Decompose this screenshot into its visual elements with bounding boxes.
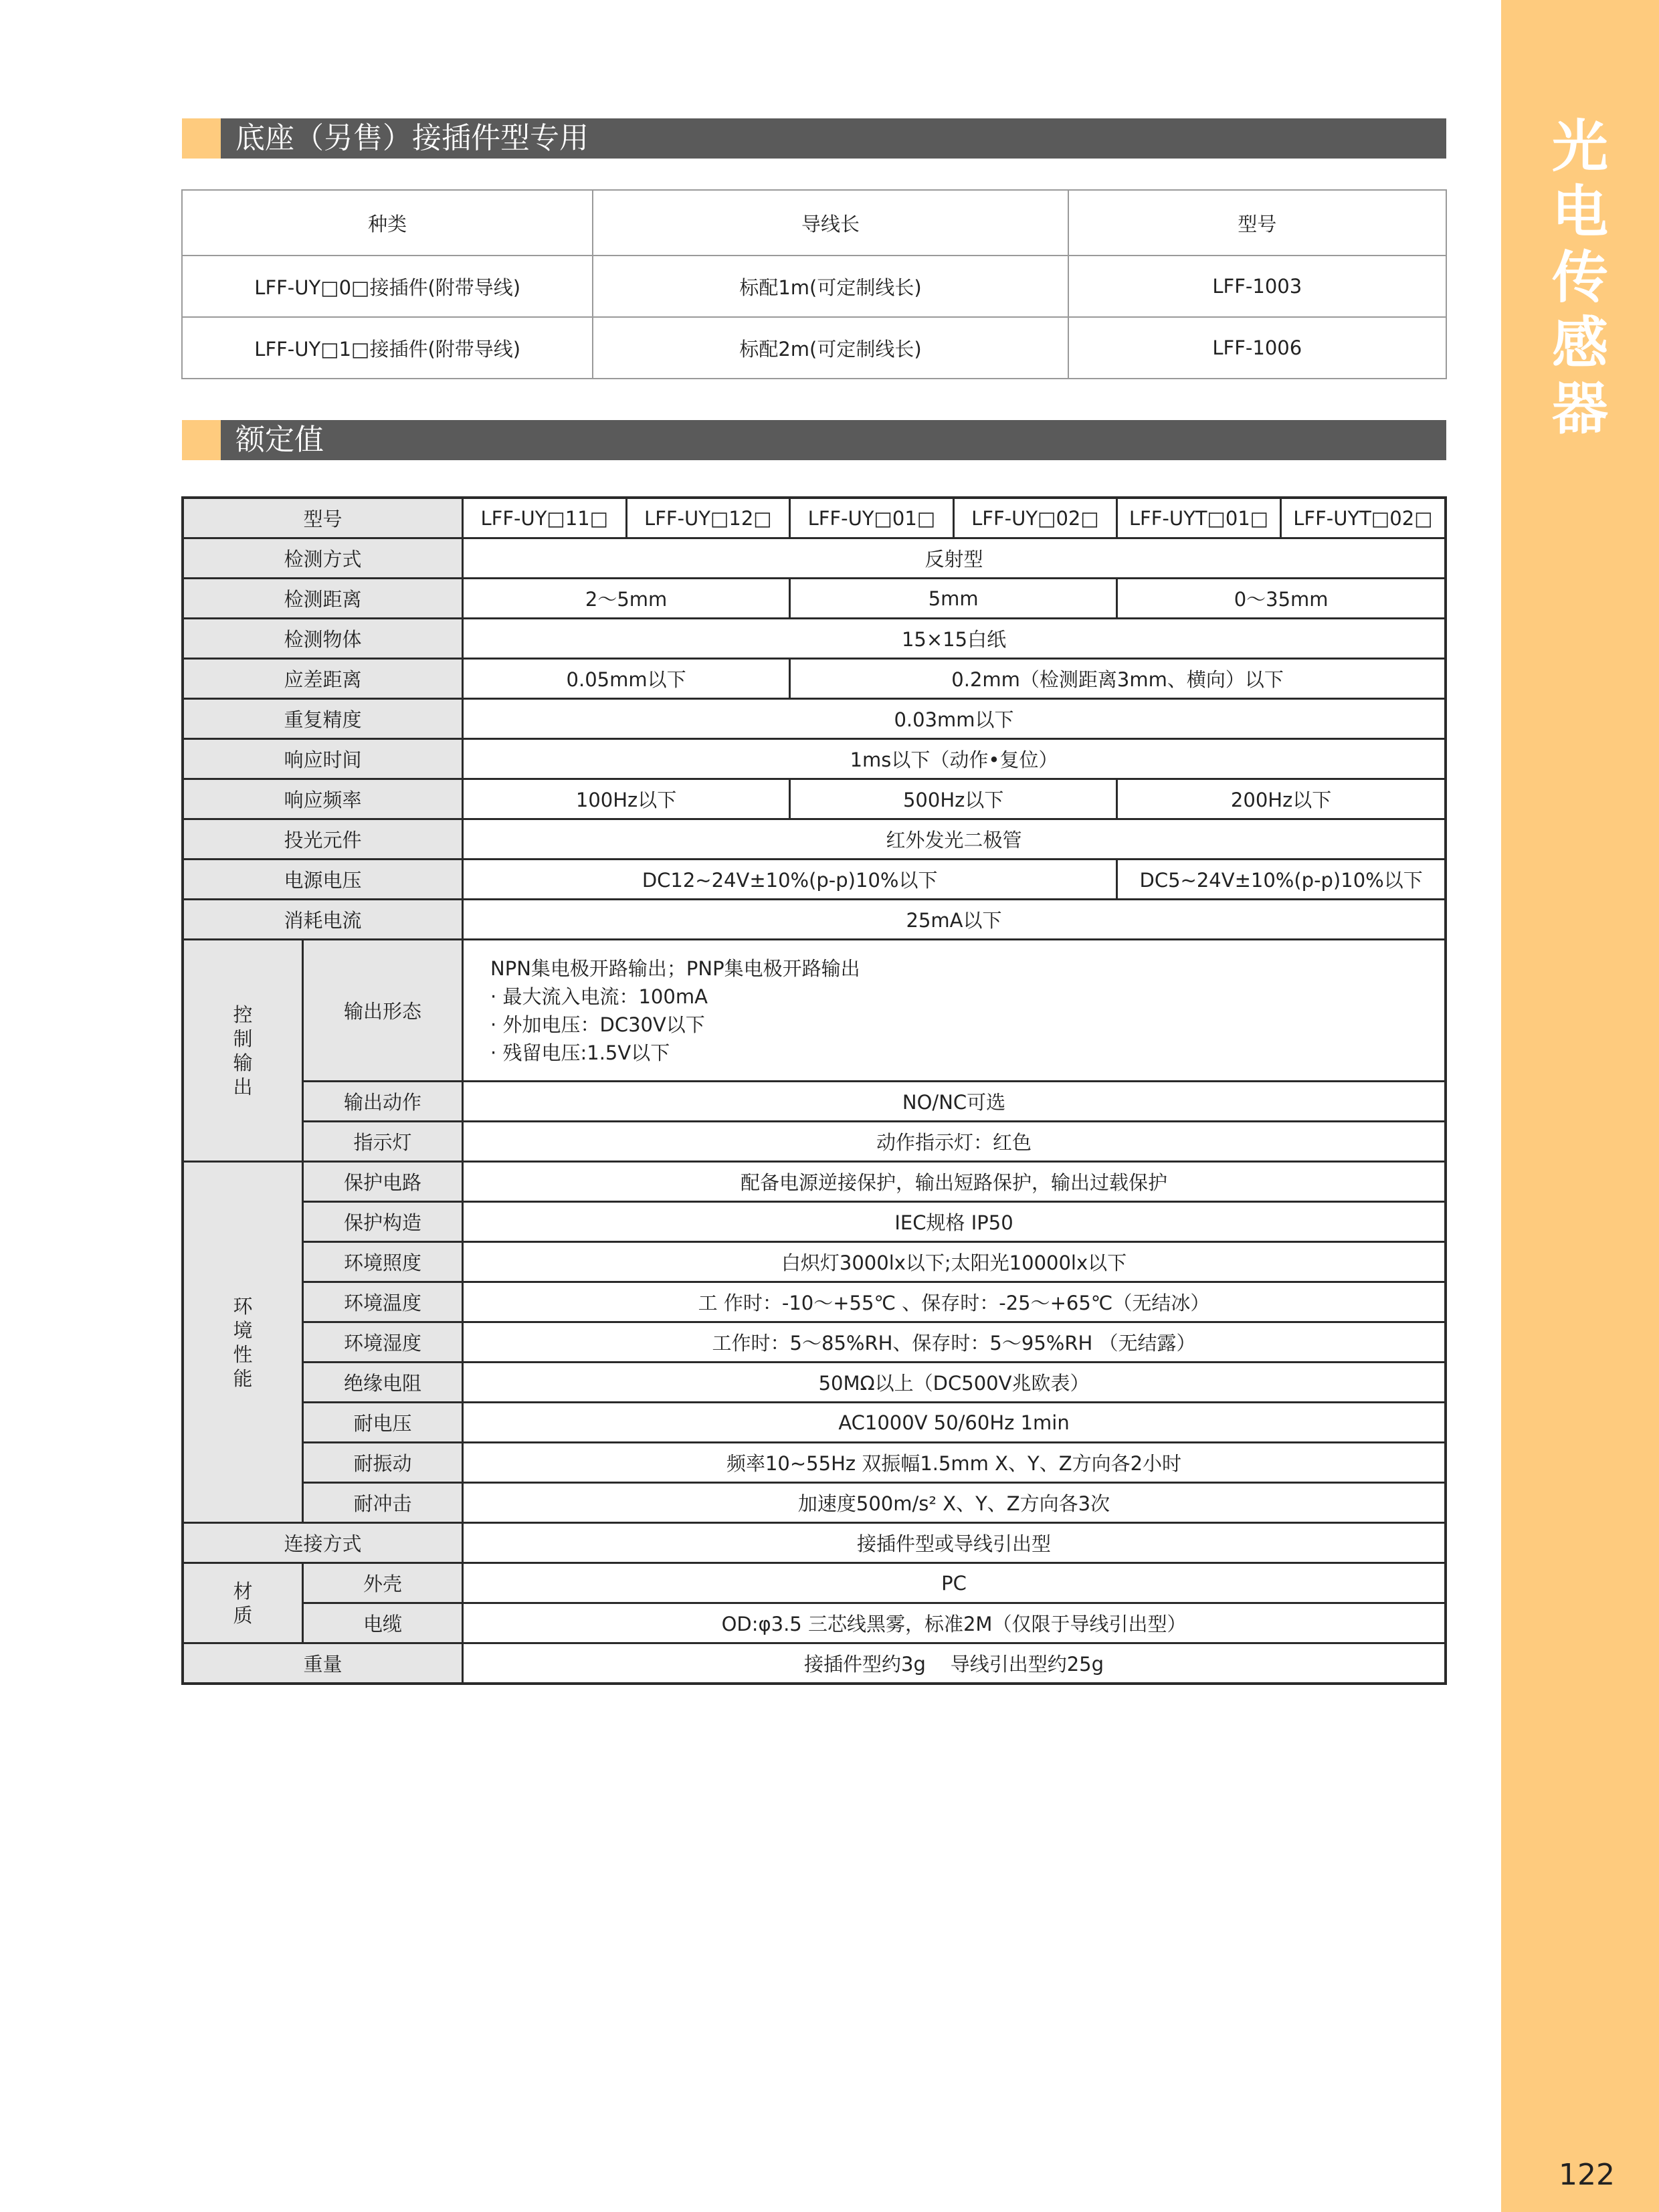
value-cell: 配备电源逆接保护，输出短路保护，输出过载保护 bbox=[463, 1162, 1446, 1202]
table-row bbox=[183, 1603, 1446, 1643]
table-row bbox=[183, 1162, 1446, 1202]
value-cell: 动作指示灯：红色 bbox=[463, 1122, 1446, 1162]
table-cell: LFF-UY□1□接插件(附带导线) bbox=[182, 317, 593, 379]
row-label: 检测物体 bbox=[183, 619, 463, 659]
value-cell: 50MΩ以上（DC500V兆欧表） bbox=[463, 1363, 1446, 1403]
table-row bbox=[183, 1403, 1446, 1443]
base-table bbox=[181, 189, 1447, 379]
table-cell: LFF-1006 bbox=[1068, 317, 1446, 379]
model-cell: LFF-UY□02□ bbox=[953, 498, 1117, 538]
output-form-value: NPN集电极开路输出；PNP集电极开路输出 · 最大流入电流：100mA · 外加电压：DC30V以下 · 残留电压:1.5V以下 bbox=[463, 940, 1446, 1082]
value-cell: IEC规格 IP50 bbox=[463, 1202, 1446, 1242]
value-cell: 500Hz以下 bbox=[790, 779, 1117, 819]
row-label: 检测距离 bbox=[183, 579, 463, 619]
row-label: 输出动作 bbox=[302, 1082, 462, 1122]
table-row bbox=[183, 1443, 1446, 1483]
section-title: 额定值 bbox=[221, 420, 1446, 460]
header-cell: 导线长 bbox=[593, 190, 1068, 256]
table-row bbox=[183, 1563, 1446, 1603]
row-label: 型号 bbox=[183, 498, 463, 538]
model-cell: LFF-UY□12□ bbox=[626, 498, 790, 538]
table-row bbox=[183, 498, 1446, 538]
value-cell: 工 作时：-10～+55℃ 、保存时：-25～+65℃（无结冰） bbox=[463, 1282, 1446, 1322]
header-cell: 种类 bbox=[182, 190, 593, 256]
value-cell: 接插件型或导线引出型 bbox=[463, 1523, 1446, 1563]
table-row bbox=[183, 538, 1446, 579]
value-cell: 0.03mm以下 bbox=[463, 699, 1446, 739]
row-label: 检测方式 bbox=[183, 538, 463, 579]
group-label-material: 材 质 bbox=[183, 1563, 302, 1643]
section-header-base bbox=[182, 118, 1446, 159]
table-row bbox=[183, 619, 1446, 659]
table-row bbox=[183, 819, 1446, 860]
table-row bbox=[183, 1282, 1446, 1322]
table-row bbox=[183, 659, 1446, 699]
table-cell: LFF-1003 bbox=[1068, 256, 1446, 317]
row-label: 环境湿度 bbox=[302, 1322, 462, 1363]
section-title: 底座（另售）接插件型专用 bbox=[221, 118, 1446, 159]
row-label: 电源电压 bbox=[183, 860, 463, 900]
table-row bbox=[183, 1202, 1446, 1242]
section-header-ratings bbox=[182, 420, 1446, 460]
row-label: 耐振动 bbox=[302, 1443, 462, 1483]
table-row bbox=[183, 900, 1446, 940]
table-row bbox=[183, 1322, 1446, 1363]
table-row bbox=[183, 1242, 1446, 1282]
side-title: 光 电 传 感 器 bbox=[1551, 114, 1608, 441]
row-label: 连接方式 bbox=[183, 1523, 463, 1563]
table-cell: LFF-UY□0□接插件(附带导线) bbox=[182, 256, 593, 317]
value-cell: 5mm bbox=[790, 579, 1117, 619]
value-cell: OD:φ3.5 三芯线黑雾，标准2M（仅限于导线引出型） bbox=[463, 1603, 1446, 1643]
value-cell: 加速度500m/s² X、Y、Z方向各3次 bbox=[463, 1483, 1446, 1523]
table-row bbox=[183, 1523, 1446, 1563]
value-cell: NO/NC可选 bbox=[463, 1082, 1446, 1122]
row-label: 环境照度 bbox=[302, 1242, 462, 1282]
value-cell: AC1000V 50/60Hz 1min bbox=[463, 1403, 1446, 1443]
table-row bbox=[183, 1082, 1446, 1122]
value-cell: 0.05mm以下 bbox=[463, 659, 790, 699]
ratings-table bbox=[181, 496, 1447, 1685]
page-number: 122 bbox=[1559, 2158, 1615, 2192]
row-label: 外壳 bbox=[302, 1563, 462, 1603]
value-cell: PC bbox=[463, 1563, 1446, 1603]
value-cell: 反射型 bbox=[463, 538, 1446, 579]
model-cell: LFF-UYT□02□ bbox=[1280, 498, 1446, 538]
model-cell: LFF-UY□01□ bbox=[790, 498, 954, 538]
table-row bbox=[183, 1363, 1446, 1403]
row-label: 耐电压 bbox=[302, 1403, 462, 1443]
table-cell: 标配1m(可定制线长) bbox=[593, 256, 1068, 317]
row-label: 保护构造 bbox=[302, 1202, 462, 1242]
table-row bbox=[182, 256, 1446, 317]
row-label: 消耗电流 bbox=[183, 900, 463, 940]
value-cell: 白炽灯3000lx以下;太阳光10000lx以下 bbox=[463, 1242, 1446, 1282]
row-label: 绝缘电阻 bbox=[302, 1363, 462, 1403]
value-cell: 25mA以下 bbox=[463, 900, 1446, 940]
value-cell: 接插件型约3g 导线引出型约25g bbox=[463, 1643, 1446, 1684]
value-cell: DC5~24V±10%(p-p)10%以下 bbox=[1117, 860, 1446, 900]
table-row bbox=[182, 317, 1446, 379]
value-cell: 100Hz以下 bbox=[463, 779, 790, 819]
section-accent bbox=[182, 118, 221, 159]
row-label: 响应时间 bbox=[183, 739, 463, 779]
group-label-environment: 环 境 性 能 bbox=[183, 1162, 302, 1523]
row-label: 投光元件 bbox=[183, 819, 463, 860]
table-cell: 标配2m(可定制线长) bbox=[593, 317, 1068, 379]
row-label: 重量 bbox=[183, 1643, 463, 1684]
model-cell: LFF-UYT□01□ bbox=[1117, 498, 1281, 538]
row-label: 耐冲击 bbox=[302, 1483, 462, 1523]
row-label: 保护电路 bbox=[302, 1162, 462, 1202]
table-row bbox=[183, 940, 1446, 1082]
row-label: 重复精度 bbox=[183, 699, 463, 739]
model-cell: LFF-UY□11□ bbox=[463, 498, 627, 538]
value-cell: DC12~24V±10%(p-p)10%以下 bbox=[463, 860, 1117, 900]
table-row bbox=[183, 860, 1446, 900]
value-cell: 15×15白纸 bbox=[463, 619, 1446, 659]
row-label: 电缆 bbox=[302, 1603, 462, 1643]
value-cell: 0.2mm（检测距离3mm、横向）以下 bbox=[790, 659, 1446, 699]
row-label: 环境温度 bbox=[302, 1282, 462, 1322]
row-label: 输出形态 bbox=[302, 940, 462, 1082]
value-cell: 1ms以下（动作•复位） bbox=[463, 739, 1446, 779]
table-row bbox=[183, 1483, 1446, 1523]
row-label: 指示灯 bbox=[302, 1122, 462, 1162]
table-row bbox=[183, 1643, 1446, 1684]
table-row bbox=[183, 779, 1446, 819]
table-header-row bbox=[182, 190, 1446, 256]
row-label: 应差距离 bbox=[183, 659, 463, 699]
value-cell: 工作时：5～85%RH、保存时：5～95%RH （无结露） bbox=[463, 1322, 1446, 1363]
value-cell: 200Hz以下 bbox=[1117, 779, 1446, 819]
table-row bbox=[183, 739, 1446, 779]
value-cell: 红外发光二极管 bbox=[463, 819, 1446, 860]
section-accent bbox=[182, 420, 221, 460]
row-label: 响应频率 bbox=[183, 779, 463, 819]
header-cell: 型号 bbox=[1068, 190, 1446, 256]
group-label-control-output: 控 制 输 出 bbox=[183, 940, 302, 1162]
value-cell: 频率10~55Hz 双振幅1.5mm X、Y、Z方向各2小时 bbox=[463, 1443, 1446, 1483]
table-row bbox=[183, 579, 1446, 619]
table-row bbox=[183, 699, 1446, 739]
value-cell: 2～5mm bbox=[463, 579, 790, 619]
value-cell: 0～35mm bbox=[1117, 579, 1446, 619]
table-row bbox=[183, 1122, 1446, 1162]
